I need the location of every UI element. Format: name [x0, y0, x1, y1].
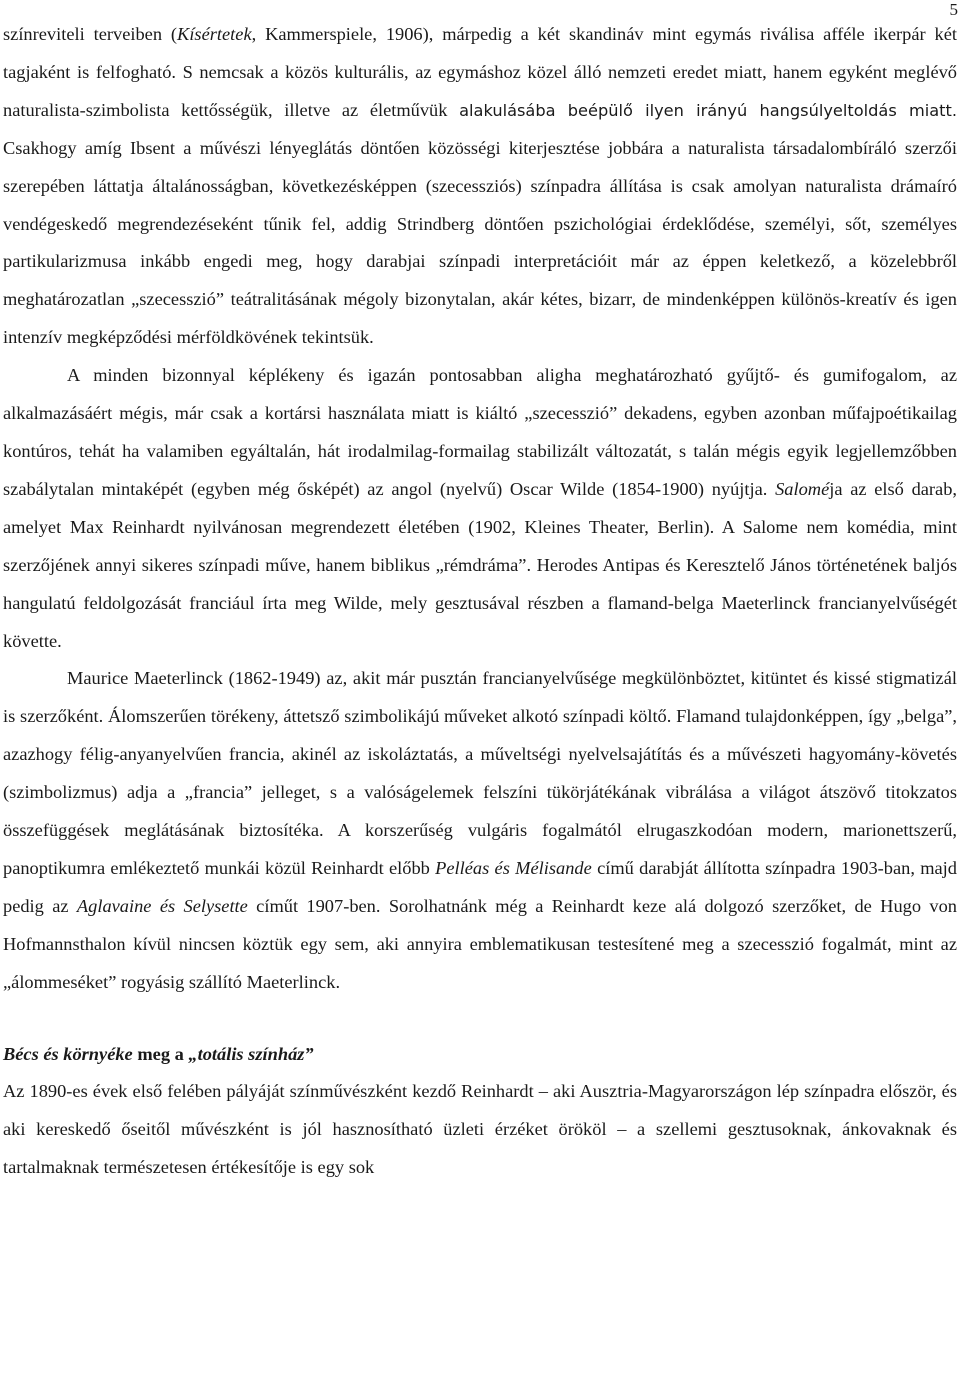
paragraph-text: A minden bizonnyal képlékeny és igazán pontosabban aligha meghatározható gyűjtő- és gumifogalom, az alkalmazásáért mégis, már csak a kortársi használata miatt is kiáltó „szecesszió” dekadens, egyben azonban műfajpoétikailag kontúros, tehát ha valamiben egyáltalán, hát irodalmilag-formailag stabilizált változatát, s talán mégis egyik legjellemzőbben szabálytalan mintaképét (egyben még ősképét) az angol (nyelvű) Oscar Wilde (1854-1900) nyújtja.	[3, 365, 957, 499]
paragraph-text: színreviteli terveiben (	[3, 24, 178, 44]
heading-italic: „totális színház”	[188, 1043, 314, 1064]
title-italic: Aglavaine és Selysette	[76, 895, 248, 916]
page-number: 5	[949, 0, 958, 19]
section-heading	[3, 1036, 957, 1074]
paragraph-text: Csakhogy amíg Ibsent a művészi lényeglátás döntően közösségi kiterjesztése jobbára a naturalista társadalombíráló szerzői szerepében láttatja általánosságban, következésképpen (szecessziós) színpadra állítása is csak amolyan naturalista drámaíró vendégeskedő megrendezéseként tűnik fel, addig Strindberg döntően pszichológiai érdeklődése, személyi, sőt, személyes partikularizmusa inkább engedi meg, hogy darabjai színpadi interpretációit már az éppen keletkező, a közelebbről meghatározatlan „szecesszió” teátralitásának mégoly bizonytalan, akár kétes, bizarr, de mindenképpen különös-kreatív és igen intenzív megképződési mérföldkövének tekintsük.	[3, 137, 957, 348]
paragraph-reinhardt-career	[3, 1073, 957, 1187]
title-italic: Salomé	[775, 478, 830, 499]
paragraph-text: ja az első darab, amelyet Max Reinhardt nyilvánosan megrendezett életében (1902, Kleines Theater, Berlin). A Salome nem komédia, mint szerzőjének annyi sikeres színpadi műve, hanem biblikus „rémdráma”. Herodes Antipas és Keresztelő János történetének baljós hangulatú feldolgozását franciául írta meg Wilde, mely gesztusával részben a flamand-belga Maeterlinck francianyelvűségét követte.	[3, 478, 958, 651]
paragraph-maeterlinck	[3, 660, 957, 1001]
heading-text: meg a	[132, 1043, 189, 1064]
document-page	[3, 16, 957, 1187]
title-italic: Pelléas és Mélisande	[435, 857, 592, 878]
paragraph-text: című darabját állította színpadra 1903-ban, majd pedig az	[3, 857, 957, 916]
paragraph-text: Maurice Maeterlinck (1862-1949) az, akit már pusztán francianyelvűsége megkülönböztet, kitüntet és kissé stigmatizál is szerzőként. Álomszerűen törékeny, áttetsző szimbolikájú műveket alkotó színpadi költő. Flamand tulajdonképpen, így „belga”, azazhogy félig-anyanyelvűen francia, akinél az iskoláztatás, a műveltségi nyelvelsajátítás és a művészeti hagyomány-követés (szimbolizmus) adja a „francia” jelleget, s a valóságelemek felszíni tükörjátékának vibrálása a világot átszövő titokzatos összefüggések meglátásának biztosítéka. A korszerűség vulgáris fogalmától elrugaszkodóan modern, marionettszerű, panoptikumra emlékeztető munkái közül Reinhardt előbb	[3, 668, 957, 878]
paragraph-text: címűt 1907-ben. Sorolhatnánk még a Reinhardt keze alá dolgozó szerzőket, de Hugo von Hofmannsthalon kívül nincsen köztük egy sem, aki annyira emblematikusan testesítené meg a szecesszió fogalmát, mint az „álommeséket” rogyásig szállító Maeterlinck.	[3, 895, 957, 992]
paragraph-wilde-salome	[3, 357, 957, 660]
paragraph-text: Az 1890-es évek első felében pályáját színművészként kezdő Reinhardt – aki Ausztria-Magyarországon lép színpadra először, és aki kereskedő őseitől művészként is jól hasznosítható üzleti érzéket örököl – a szellemi gesztusoknak, ánkovaknak és tartalmaknak természetesen értékesítője is egy sok	[3, 1081, 957, 1178]
paragraph-text-sans: alakulásába beépülő ilyen irányú hangsúlyeltoldás miatt.	[459, 100, 957, 120]
paragraph-strindberg-ibsen	[3, 16, 957, 357]
title-italic: Kísértetek	[177, 24, 252, 44]
paragraph-text: , Kammerspiele, 1906), márpedig a két skandináv mint egymás riválisa afféle ikerpár két tagjaként is felfogható. S nemcsak a közös kulturális, az egymáshoz közel álló nemzeti eredet miatt, hanem egyként meglévő naturalista-szimbolista kettősségük, illetve az életművük	[3, 24, 957, 120]
heading-italic: Bécs és környéke	[3, 1043, 133, 1064]
